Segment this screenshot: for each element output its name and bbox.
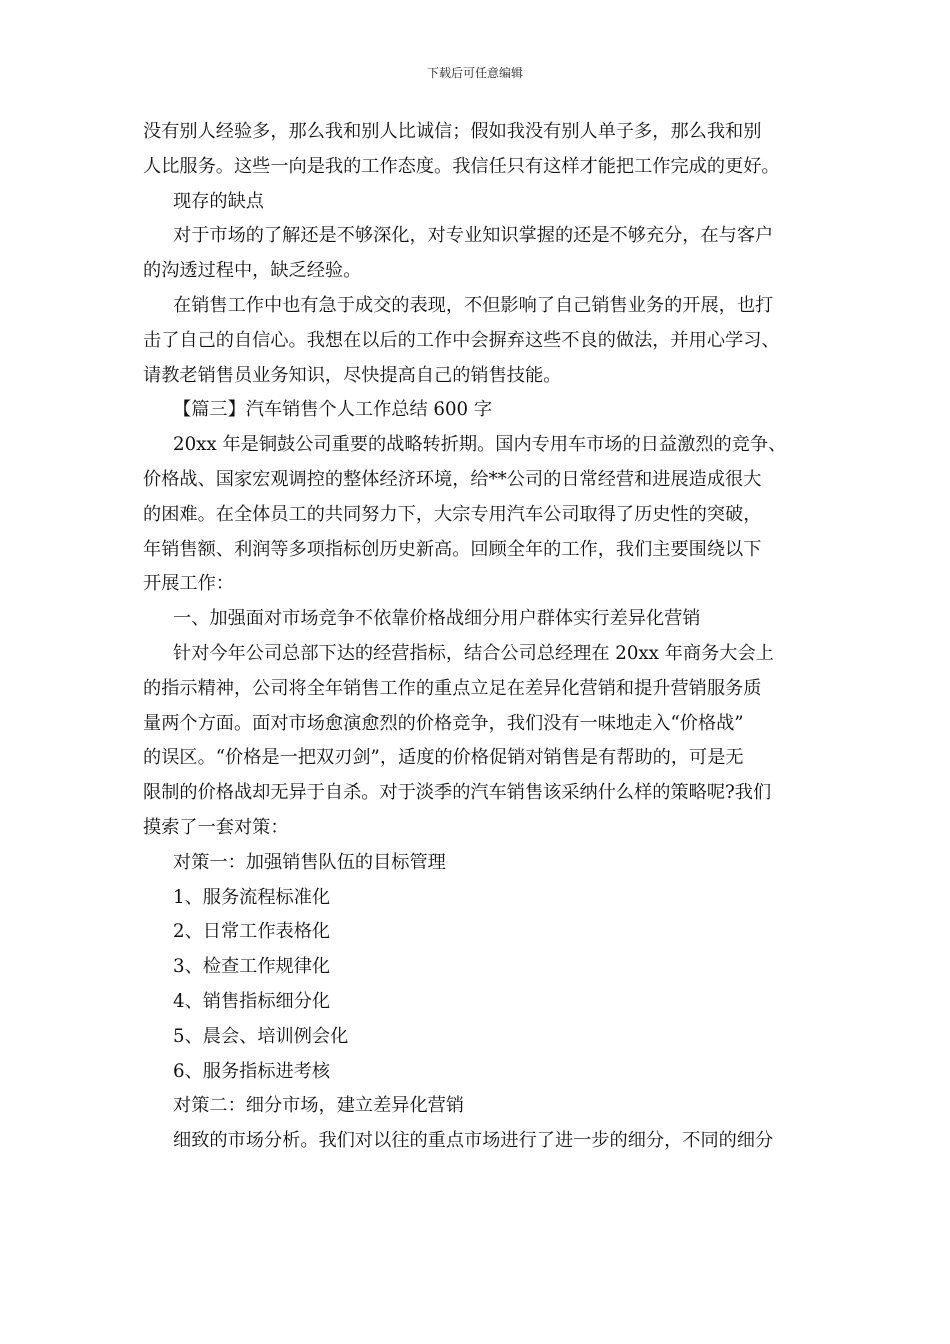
text-line: 没有别人经验多，那么我和别人比诚信；假如我没有别人单子多，那么我和别 [143, 121, 762, 142]
text-line: 20xx 年是铜鼓公司重要的战略转折期。国内专用车市场的日益激烈的竞争、 [173, 434, 787, 456]
text-line: 年销售额、利润等多项指标创历史新高。回顾全年的工作，我们主要围绕以下 [143, 538, 762, 560]
text-line: 现存的缺点 [173, 190, 264, 212]
text-line: 4、销售指标细分化 [173, 990, 331, 1012]
text-line: 3、检查工作规律化 [173, 956, 331, 978]
document-body [143, 115, 815, 1159]
text-line: 击了自己的自信心。我想在以后的工作中会摒弃这些不良的做法，并用心学习、 [143, 329, 780, 351]
text-line: 开展工作： [143, 573, 234, 595]
text-line: 的困难。在全体员工的共同努力下，大宗专用汽车公司取得了历史性的突破， [143, 503, 762, 525]
text-line: 请教老销售员业务知识，尽快提高自己的销售技能。 [143, 364, 562, 386]
text-line: 在销售工作中也有急于成交的表现，不但影响了自己销售业务的开展，也打 [173, 294, 774, 316]
text-line: 1、服务流程标准化 [173, 886, 331, 908]
text-line: 的误区。“价格是一把双刃剑”，适度的价格促销对销售是有帮助的，可是无 [143, 747, 744, 769]
text-line: 对策一：加强销售队伍的目标管理 [173, 851, 446, 873]
text-line: 的指示精神，公司将全年销售工作的重点立足在差异化营销和提升营销服务质 [143, 677, 762, 699]
text-line: 价格战、国家宏观调控的整体经济环境，给**公司的日常经营和进展造成很大 [143, 468, 762, 490]
page-header: 下载后可任意编辑 [426, 66, 523, 80]
text-line: 对策二：细分市场，建立差异化营销 [173, 1095, 465, 1117]
text-line: 6、服务指标进考核 [173, 1060, 331, 1082]
text-line: 摸索了一套对策： [143, 816, 289, 838]
text-line: 量两个方面。面对市场愈演愈烈的价格竞争，我们没有一味地走入“价格战” [143, 712, 744, 734]
text-line: 5、晨会、培训例会化 [173, 1025, 349, 1047]
text-line: 【篇三】汽车销售个人工作总结 600 字 [173, 399, 493, 421]
text-line: 一、加强面对市场竞争不依靠价格战细分用户群体实行差异化营销 [173, 608, 701, 630]
text-line: 人比服务。这些一向是我的工作态度。我信任只有这样才能把工作完成的更好。 [143, 155, 780, 177]
text-line: 细致的市场分析。我们对以往的重点市场进行了进一步的细分，不同的细分 [173, 1130, 774, 1152]
text-line: 针对今年公司总部下达的经营指标，结合公司总经理在 20xx 年商务大会上 [173, 642, 774, 664]
text-line: 的沟透过程中，缺乏经验。 [143, 260, 362, 282]
text-line: 2、日常工作表格化 [173, 921, 331, 943]
text-line: 限制的价格战却无异于自杀。对于淡季的汽车销售该采纳什么样的策略呢?我们 [143, 782, 772, 804]
text-line: 对于市场的了解还是不够深化，对专业知识掌握的还是不够充分，在与客户 [173, 225, 774, 247]
